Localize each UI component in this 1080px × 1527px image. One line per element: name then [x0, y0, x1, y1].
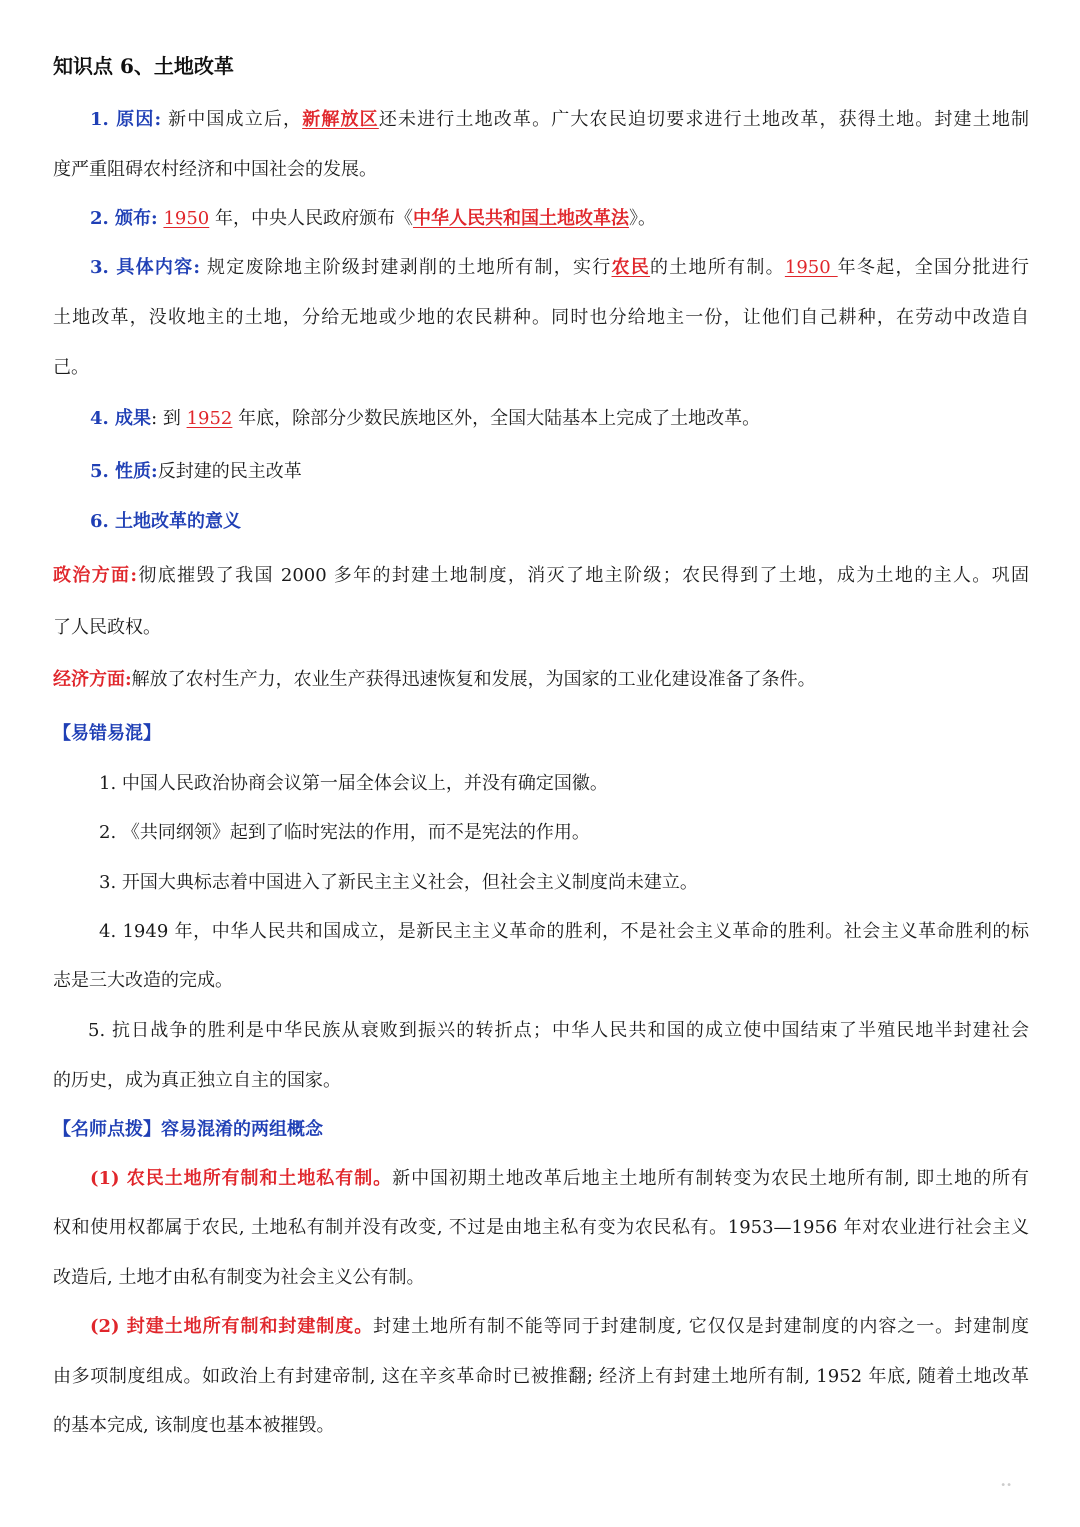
- mistake-item-3: 3. 开国大典标志着中国进入了新民主主义社会，但社会主义制度尚未建立。: [99, 872, 698, 893]
- result-text-a: : 到: [151, 408, 187, 429]
- result-label: 4. 成果: [90, 408, 152, 429]
- tip-2-line-3: 的基本完成, 该制度也基本被摧毁。: [53, 1415, 335, 1436]
- promulgation-year: 1950: [163, 208, 210, 229]
- result-year: 1952: [186, 408, 233, 429]
- land-reform-law: 中华人民共和国土地改革法: [412, 208, 629, 229]
- mistake-item-5-line-1: 5. 抗日战争的胜利是中华民族从衰败到振兴的转折点；中华人民共和国的成立使中国结束了半殖民地半封建社会: [88, 1020, 1029, 1041]
- tip-1-label: (1) 农民土地所有制和土地私有制。: [90, 1168, 393, 1189]
- mistake-item-4-line-1: 4. 1949 年，中华人民共和国成立，是新民主主义革命的胜利，不是社会主义革命的胜利。社会主义革命胜利的标: [99, 921, 1029, 942]
- content-line-1: [90, 256, 1029, 280]
- tip-2-line-1: [90, 1315, 1029, 1339]
- content-text-b: 的土地所有制。: [650, 257, 785, 278]
- content-text-c: 年冬起，全国分批进行: [837, 257, 1030, 278]
- mistake-item-5-line-2: 的历史，成为真正独立自主的国家。: [53, 1070, 341, 1091]
- tip-2-text-a: 封建土地所有制不能等同于封建制度, 它仅仅是封建制度的内容之一。封建制度: [373, 1316, 1029, 1337]
- nature-text: 反封建的民主改革: [157, 461, 302, 482]
- nature-line: [90, 460, 302, 484]
- tip-1-text-a: 新中国初期土地改革后地主土地所有制转变为农民土地所有制, 即土地的所有: [392, 1168, 1029, 1189]
- section-title: 知识点 6、土地改革: [53, 54, 234, 78]
- mistakes-heading: 【易错易混】: [53, 723, 161, 744]
- promulgation-text-b: 》。: [628, 208, 656, 229]
- content-line-2: 土地改革，没收地主的土地，分给无地或少地的农民耕种。同时也分给地主一份，让他们自己耕种，在劳动中改造自: [53, 307, 1029, 328]
- promulgation-text-a: 年，中央人民政府颁布《: [209, 208, 413, 229]
- content-text-a: 规定废除地主阶级封建剥削的土地所有制，实行: [207, 257, 612, 278]
- tip-1-line-3: 改造后, 土地才由私有制变为社会主义公有制。: [53, 1267, 425, 1288]
- nature-label: 5. 性质:: [90, 461, 158, 482]
- political-line-2: 了人民政权。: [53, 617, 161, 638]
- economic-line: [53, 668, 816, 692]
- cause-highlight: 新解放区: [302, 109, 379, 130]
- result-line: [90, 407, 760, 431]
- cause-text-b: 还未进行土地改革。广大农民迫切要求进行土地改革，获得土地。封建土地制: [378, 109, 1030, 130]
- tips-heading: 【名师点拨】容易混淆的两组概念: [53, 1119, 323, 1140]
- result-text-b: 年底，除部分少数民族地区外，全国大陆基本上完成了土地改革。: [232, 408, 761, 429]
- mistake-item-2: 2. 《共同纲领》起到了临时宪法的作用，而不是宪法的作用。: [99, 822, 590, 843]
- tip-1-line-2: 权和使用权都属于农民, 土地私有制并没有改变, 不过是由地主私有变为农民私有。1953—1956 年对农业进行社会主义: [53, 1217, 1029, 1238]
- cause-label: 1. 原因:: [90, 109, 162, 130]
- corner-dots-icon: ••: [1000, 1480, 1012, 1491]
- promulgation-line: [90, 207, 656, 231]
- tip-1-line-1: [90, 1167, 1029, 1191]
- significance-heading: 6. 土地改革的意义: [90, 511, 242, 532]
- cause-text-a: 新中国成立后，: [168, 109, 303, 130]
- content-highlight: 农民: [611, 257, 651, 278]
- mistake-item-1: 1. 中国人民政治协商会议第一届全体会议上，并没有确定国徽。: [99, 773, 608, 794]
- content-label: 3. 具体内容:: [90, 257, 201, 278]
- tip-2-line-2: 由多项制度组成。如政治上有封建帝制, 这在辛亥革命时已被推翻; 经济上有封建土地所有制, 1952 年底, 随着土地改革: [53, 1366, 1029, 1387]
- economic-text: 解放了农村生产力，农业生产获得迅速恢复和发展，为国家的工业化建设准备了条件。: [131, 669, 816, 690]
- political-label: 政治方面:: [53, 565, 138, 586]
- cause-line-1: [90, 108, 1029, 132]
- cause-line-2: 度严重阻碍农村经济和中国社会的发展。: [53, 159, 377, 180]
- tip-2-label: (2) 封建土地所有制和封建制度。: [90, 1316, 374, 1337]
- political-text-a: 彻底摧毁了我国 2000 多年的封建土地制度，消灭了地主阶级；农民得到了土地，成为土地的主人。巩固: [137, 565, 1029, 586]
- political-line-1: [53, 564, 1029, 588]
- content-line-3: 己。: [53, 357, 89, 378]
- economic-label: 经济方面:: [53, 669, 132, 690]
- content-year: 1950: [784, 257, 838, 278]
- mistake-item-4-line-2: 志是三大改造的完成。: [53, 970, 233, 991]
- promulgation-label: 2. 颁布:: [90, 208, 158, 229]
